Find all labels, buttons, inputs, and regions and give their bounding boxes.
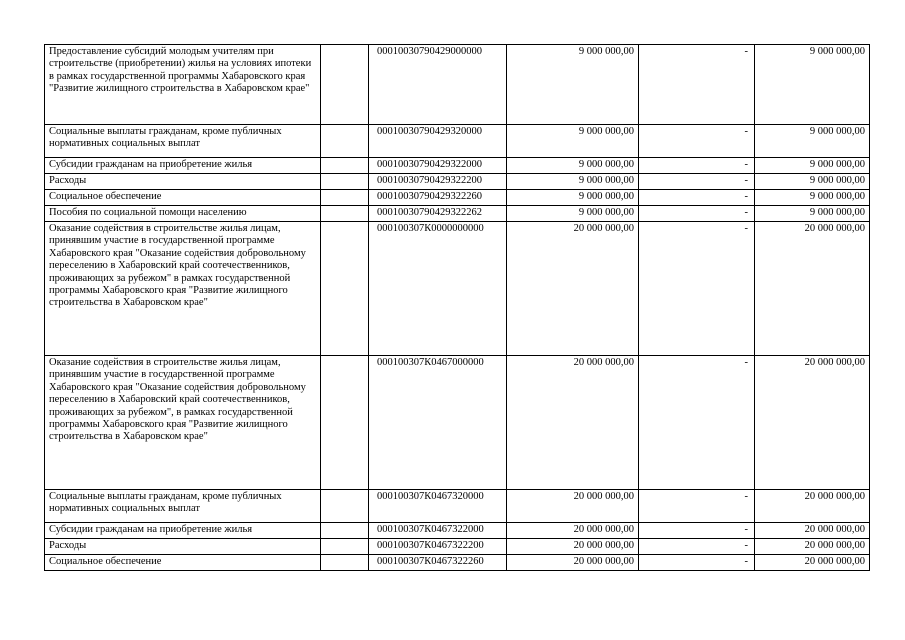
row-name-cell: Субсидии гражданам на приобретение жилья: [45, 523, 321, 539]
row-plan-cell: 20 000 000,00: [507, 356, 639, 490]
row-executed-cell: -: [639, 539, 755, 555]
row-remaining-cell: 9 000 000,00: [755, 45, 870, 125]
table-row: [45, 174, 870, 190]
row-remaining-cell: 20 000 000,00: [755, 222, 870, 356]
row-code-cell: 00010030790429322000: [369, 158, 507, 174]
row-blank-cell: [321, 190, 369, 206]
row-blank-cell: [321, 523, 369, 539]
row-plan-cell: 9 000 000,00: [507, 125, 639, 158]
row-plan-cell: 9 000 000,00: [507, 206, 639, 222]
row-plan-cell: 20 000 000,00: [507, 555, 639, 571]
row-plan-cell: 9 000 000,00: [507, 45, 639, 125]
row-blank-cell: [321, 356, 369, 490]
row-blank-cell: [321, 555, 369, 571]
row-name-cell: Оказание содействия в строительстве жилья лицам, принявшим участие в государственной программе Хабаровского края "Оказание содействия добровольному переселению в Хабаровский край соотечественников, проживающих за рубежом", в рамках государственной программы Хабаровского края "Развитие жилищного строительства в Хабаровском крае": [45, 356, 321, 490]
row-code-cell: 000100307К0467322000: [369, 523, 507, 539]
row-name-cell: Оказание содействия в строительстве жилья лицам, принявшим участие в государственной программе Хабаровского края "Оказание содействия добровольному переселению в Хабаровский край соотечественников, проживающих за рубежом" в рамках государственной программы Хабаровского края "Развитие жилищного строительства в Хабаровском крае": [45, 222, 321, 356]
row-code-cell: 00010030790429322260: [369, 190, 507, 206]
row-executed-cell: -: [639, 206, 755, 222]
row-name-cell: Социальные выплаты гражданам, кроме публичных нормативных социальных выплат: [45, 490, 321, 523]
row-executed-cell: -: [639, 490, 755, 523]
row-remaining-cell: 20 000 000,00: [755, 539, 870, 555]
row-executed-cell: -: [639, 222, 755, 356]
row-remaining-cell: 20 000 000,00: [755, 490, 870, 523]
row-blank-cell: [321, 539, 369, 555]
table-row: [45, 206, 870, 222]
row-executed-cell: -: [639, 523, 755, 539]
row-remaining-cell: 20 000 000,00: [755, 523, 870, 539]
row-remaining-cell: 9 000 000,00: [755, 206, 870, 222]
row-plan-cell: 20 000 000,00: [507, 539, 639, 555]
table-row: [45, 222, 870, 356]
row-remaining-cell: 9 000 000,00: [755, 125, 870, 158]
row-remaining-cell: 9 000 000,00: [755, 174, 870, 190]
row-executed-cell: -: [639, 174, 755, 190]
row-blank-cell: [321, 490, 369, 523]
row-plan-cell: 20 000 000,00: [507, 490, 639, 523]
row-plan-cell: 9 000 000,00: [507, 174, 639, 190]
row-plan-cell: 20 000 000,00: [507, 222, 639, 356]
budget-execution-table: [44, 44, 870, 571]
row-blank-cell: [321, 206, 369, 222]
row-name-cell: Пособия по социальной помощи населению: [45, 206, 321, 222]
row-remaining-cell: 9 000 000,00: [755, 190, 870, 206]
row-code-cell: 00010030790429320000: [369, 125, 507, 158]
table-row: [45, 356, 870, 490]
row-code-cell: 000100307К0467322200: [369, 539, 507, 555]
table-row: [45, 190, 870, 206]
table-row: [45, 158, 870, 174]
row-name-cell: Социальные выплаты гражданам, кроме публичных нормативных социальных выплат: [45, 125, 321, 158]
table-row: [45, 490, 870, 523]
row-code-cell: 00010030790429322200: [369, 174, 507, 190]
row-name-cell: Социальное обеспечение: [45, 190, 321, 206]
row-code-cell: 00010030790429322262: [369, 206, 507, 222]
row-executed-cell: -: [639, 45, 755, 125]
row-code-cell: 000100307К0467000000: [369, 356, 507, 490]
row-plan-cell: 9 000 000,00: [507, 190, 639, 206]
row-name-cell: Субсидии гражданам на приобретение жилья: [45, 158, 321, 174]
row-executed-cell: -: [639, 555, 755, 571]
row-code-cell: 000100307К0467320000: [369, 490, 507, 523]
row-remaining-cell: 20 000 000,00: [755, 555, 870, 571]
row-code-cell: 00010030790429000000: [369, 45, 507, 125]
table-row: [45, 523, 870, 539]
row-name-cell: Расходы: [45, 539, 321, 555]
row-blank-cell: [321, 158, 369, 174]
row-blank-cell: [321, 45, 369, 125]
table-row: [45, 125, 870, 158]
table-row: [45, 45, 870, 125]
row-blank-cell: [321, 222, 369, 356]
row-executed-cell: -: [639, 356, 755, 490]
row-plan-cell: 9 000 000,00: [507, 158, 639, 174]
row-remaining-cell: 20 000 000,00: [755, 356, 870, 490]
row-plan-cell: 20 000 000,00: [507, 523, 639, 539]
row-name-cell: Предоставление субсидий молодым учителям при строительстве (приобретении) жилья на условиях ипотеки в рамках государственной программы Хабаровского края "Развитие жилищного строительства в Хабаровском крае": [45, 45, 321, 125]
table-row: [45, 555, 870, 571]
row-code-cell: 000100307К0467322260: [369, 555, 507, 571]
row-blank-cell: [321, 125, 369, 158]
row-executed-cell: -: [639, 158, 755, 174]
row-name-cell: Социальное обеспечение: [45, 555, 321, 571]
row-executed-cell: -: [639, 190, 755, 206]
row-code-cell: 000100307К0000000000: [369, 222, 507, 356]
row-executed-cell: -: [639, 125, 755, 158]
table-row: [45, 539, 870, 555]
row-blank-cell: [321, 174, 369, 190]
row-name-cell: Расходы: [45, 174, 321, 190]
row-remaining-cell: 9 000 000,00: [755, 158, 870, 174]
